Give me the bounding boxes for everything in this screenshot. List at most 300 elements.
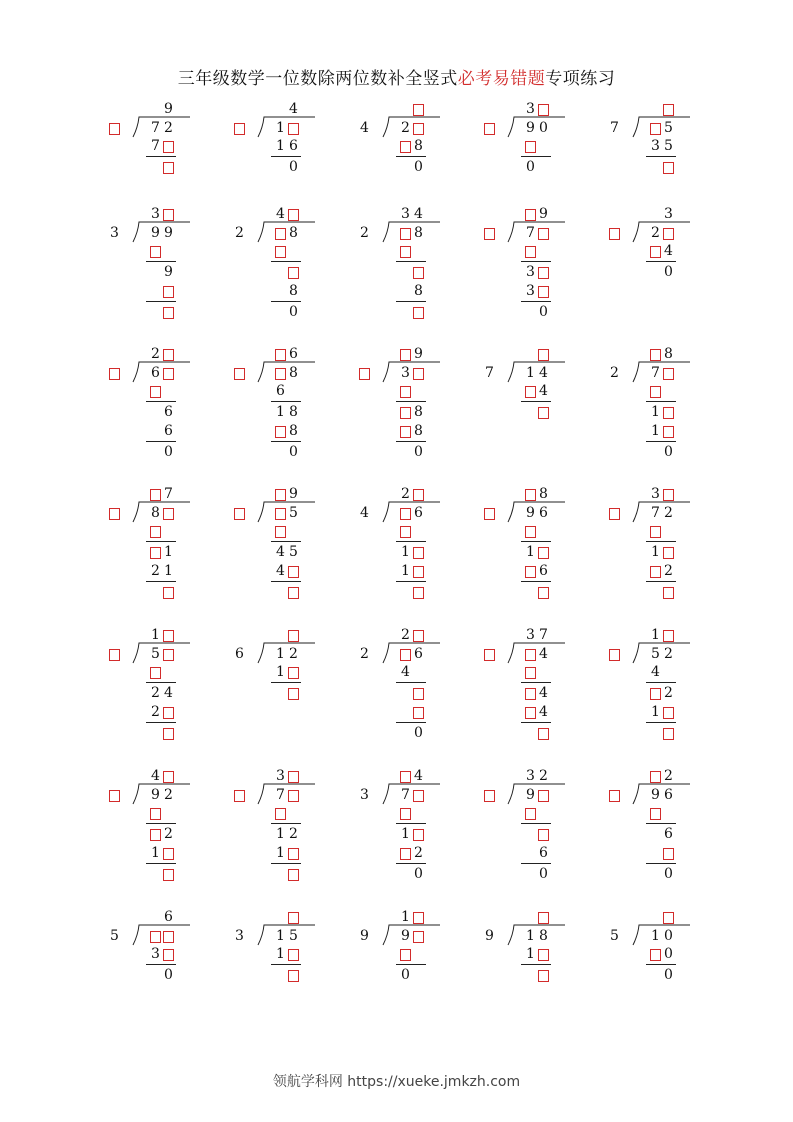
- blank-box[interactable]: [288, 587, 299, 599]
- step-digit: 1: [651, 404, 660, 420]
- step-digit: 2: [664, 563, 673, 579]
- blank-box[interactable]: [288, 123, 299, 135]
- blank-box[interactable]: [275, 508, 286, 520]
- blank-box[interactable]: [163, 848, 174, 860]
- title-part-1: 三年级数学一位数除两位数补全竖式: [177, 69, 458, 89]
- blank-box[interactable]: [413, 931, 424, 943]
- quotient-digit: 2: [401, 486, 410, 502]
- subtraction-rule: [521, 261, 551, 262]
- subtraction-rule: [396, 401, 426, 402]
- subtraction-rule: [521, 301, 551, 302]
- subtraction-rule: [646, 722, 676, 723]
- blank-box[interactable]: [663, 426, 674, 438]
- blank-box[interactable]: [109, 790, 120, 802]
- step-digit: 2: [414, 845, 423, 861]
- quotient-digit: 3: [664, 206, 673, 222]
- dividend-digit: 9: [651, 787, 660, 803]
- step-digit: 1: [401, 563, 410, 579]
- dividend-digit: 4: [539, 646, 548, 662]
- blank-box[interactable]: [288, 267, 299, 279]
- dividend-digit: 9: [401, 928, 410, 944]
- step-digit: 6: [289, 138, 298, 154]
- dividend-digit: 1: [651, 928, 660, 944]
- blank-box[interactable]: [275, 426, 286, 438]
- quotient-digit: 8: [664, 346, 673, 362]
- quotient-digit: 3: [401, 206, 410, 222]
- subtraction-rule: [646, 441, 676, 442]
- dividend-digit: 1: [276, 928, 285, 944]
- blank-box[interactable]: [663, 368, 674, 380]
- quotient-digit: 4: [276, 206, 285, 222]
- quotient-digit: 6: [289, 346, 298, 362]
- blank-box[interactable]: [413, 707, 424, 719]
- division-bracket: [257, 115, 317, 139]
- blank-box[interactable]: [288, 790, 299, 802]
- division-bracket: [382, 782, 442, 806]
- blank-box[interactable]: [163, 286, 174, 298]
- subtraction-rule: [396, 261, 426, 262]
- division-bracket: [507, 220, 567, 244]
- divisor: 2: [610, 365, 619, 381]
- step-digit: 6: [664, 826, 673, 842]
- step-digit: 1: [401, 826, 410, 842]
- dividend-digit: 6: [414, 505, 423, 521]
- divisor: 5: [110, 928, 119, 944]
- step-digit: 4: [651, 664, 660, 680]
- subtraction-rule: [271, 441, 301, 442]
- blank-box[interactable]: [663, 547, 674, 559]
- quotient-digit: 2: [151, 346, 160, 362]
- blank-box[interactable]: [609, 649, 620, 661]
- blank-box[interactable]: [400, 228, 411, 240]
- blank-box[interactable]: [413, 547, 424, 559]
- subtraction-rule: [646, 964, 676, 965]
- blank-box[interactable]: [163, 728, 174, 740]
- divisor: 9: [360, 928, 369, 944]
- step-digit: 1: [276, 404, 285, 420]
- step-digit: 4: [539, 383, 548, 399]
- blank-box[interactable]: [525, 141, 536, 153]
- quotient-digit: 3: [651, 486, 660, 502]
- subtraction-rule: [396, 964, 426, 965]
- divisor: 2: [360, 646, 369, 662]
- step-digit: 0: [526, 159, 535, 175]
- subtraction-rule: [271, 863, 301, 864]
- blank-box[interactable]: [650, 808, 661, 820]
- blank-box[interactable]: [400, 386, 411, 398]
- blank-box[interactable]: [275, 526, 286, 538]
- dividend-digit: 6: [664, 787, 673, 803]
- blank-box[interactable]: [650, 386, 661, 398]
- blank-box[interactable]: [538, 587, 549, 599]
- quotient-digit: 6: [164, 909, 173, 925]
- step-digit: 3: [526, 283, 535, 299]
- blank-box[interactable]: [650, 526, 661, 538]
- blank-box[interactable]: [538, 267, 549, 279]
- subtraction-rule: [646, 823, 676, 824]
- blank-box[interactable]: [400, 508, 411, 520]
- quotient-digit: 1: [401, 909, 410, 925]
- blank-box[interactable]: [413, 267, 424, 279]
- dividend-digit: 0: [539, 120, 548, 136]
- blank-box[interactable]: [663, 728, 674, 740]
- dividend-digit: 5: [664, 120, 673, 136]
- dividend-digit: 8: [151, 505, 160, 521]
- dividend-digit: 5: [289, 505, 298, 521]
- blank-box[interactable]: [538, 286, 549, 298]
- division-bracket: [132, 360, 192, 384]
- subtraction-rule: [646, 156, 676, 157]
- step-digit: 1: [651, 423, 660, 439]
- step-digit: 1: [276, 845, 285, 861]
- blank-box[interactable]: [150, 246, 161, 258]
- step-digit: 0: [664, 264, 673, 280]
- blank-box[interactable]: [538, 407, 549, 419]
- quotient-digit: 4: [289, 101, 298, 117]
- blank-box[interactable]: [150, 931, 161, 943]
- step-digit: 8: [289, 283, 298, 299]
- subtraction-rule: [521, 541, 551, 542]
- blank-box[interactable]: [150, 808, 161, 820]
- subtraction-rule: [646, 541, 676, 542]
- subtraction-rule: [521, 823, 551, 824]
- step-digit: 7: [151, 138, 160, 154]
- step-digit: 2: [664, 685, 673, 701]
- blank-box[interactable]: [400, 426, 411, 438]
- subtraction-rule: [396, 441, 426, 442]
- step-digit: 6: [164, 404, 173, 420]
- blank-box[interactable]: [109, 508, 120, 520]
- blank-box[interactable]: [288, 869, 299, 881]
- blank-box[interactable]: [400, 649, 411, 661]
- step-digit: 0: [664, 967, 673, 983]
- step-digit: 0: [289, 304, 298, 320]
- blank-box[interactable]: [288, 848, 299, 860]
- subtraction-rule: [146, 964, 176, 965]
- blank-box[interactable]: [650, 949, 661, 961]
- subtraction-rule: [271, 581, 301, 582]
- dividend-digit: 1: [276, 646, 285, 662]
- step-digit: 4: [276, 563, 285, 579]
- blank-box[interactable]: [525, 566, 536, 578]
- blank-box[interactable]: [663, 587, 674, 599]
- blank-box[interactable]: [163, 649, 174, 661]
- blank-box[interactable]: [275, 808, 286, 820]
- quotient-digit: 3: [276, 768, 285, 784]
- division-bracket: [382, 923, 442, 947]
- blank-box[interactable]: [150, 386, 161, 398]
- step-digit: 0: [289, 444, 298, 460]
- dividend-digit: 7: [651, 365, 660, 381]
- blank-box[interactable]: [538, 970, 549, 982]
- blank-box[interactable]: [538, 829, 549, 841]
- step-digit: 0: [539, 866, 548, 882]
- blank-box[interactable]: [663, 407, 674, 419]
- dividend-digit: 2: [164, 787, 173, 803]
- blank-box[interactable]: [609, 790, 620, 802]
- step-digit: 4: [164, 685, 173, 701]
- dividend-digit: 3: [401, 365, 410, 381]
- blank-box[interactable]: [525, 667, 536, 679]
- quotient-digit: 2: [664, 768, 673, 784]
- blank-box[interactable]: [413, 688, 424, 700]
- blank-box[interactable]: [484, 508, 495, 520]
- subtraction-rule: [646, 682, 676, 683]
- dividend-digit: 7: [651, 505, 660, 521]
- subtraction-rule: [146, 722, 176, 723]
- blank-box[interactable]: [525, 707, 536, 719]
- step-digit: 6: [539, 563, 548, 579]
- quotient-digit: 9: [164, 101, 173, 117]
- blank-box[interactable]: [609, 508, 620, 520]
- step-digit: 2: [151, 563, 160, 579]
- step-digit: 5: [289, 544, 298, 560]
- step-digit: 0: [664, 946, 673, 962]
- dividend-digit: 5: [151, 646, 160, 662]
- dividend-digit: 2: [651, 225, 660, 241]
- blank-box[interactable]: [413, 790, 424, 802]
- dividend-digit: 4: [539, 365, 548, 381]
- blank-box[interactable]: [234, 790, 245, 802]
- blank-box[interactable]: [163, 707, 174, 719]
- blank-box[interactable]: [609, 228, 620, 240]
- dividend-digit: 5: [289, 928, 298, 944]
- divisor: 2: [360, 225, 369, 241]
- step-digit: 3: [526, 264, 535, 280]
- quotient-digit: 9: [289, 486, 298, 502]
- blank-box[interactable]: [663, 707, 674, 719]
- blank-box[interactable]: [275, 228, 286, 240]
- subtraction-rule: [396, 581, 426, 582]
- subtraction-rule: [521, 401, 551, 402]
- dividend-digit: 9: [526, 787, 535, 803]
- blank-box[interactable]: [359, 368, 370, 380]
- blank-box[interactable]: [525, 688, 536, 700]
- step-digit: 8: [289, 423, 298, 439]
- blank-box[interactable]: [234, 508, 245, 520]
- blank-box[interactable]: [525, 649, 536, 661]
- step-digit: 0: [414, 866, 423, 882]
- blank-box[interactable]: [109, 368, 120, 380]
- blank-box[interactable]: [663, 162, 674, 174]
- step-digit: 2: [164, 826, 173, 842]
- quotient-digit: 7: [164, 486, 173, 502]
- blank-box[interactable]: [538, 547, 549, 559]
- divisor: 2: [235, 225, 244, 241]
- step-digit: 6: [276, 383, 285, 399]
- blank-box[interactable]: [413, 368, 424, 380]
- step-digit: 1: [651, 544, 660, 560]
- subtraction-rule: [146, 261, 176, 262]
- blank-box[interactable]: [288, 970, 299, 982]
- blank-box[interactable]: [538, 228, 549, 240]
- blank-box[interactable]: [150, 547, 161, 559]
- dividend-digit: 1: [526, 365, 535, 381]
- subtraction-rule: [271, 541, 301, 542]
- blank-box[interactable]: [163, 869, 174, 881]
- step-digit: 1: [276, 664, 285, 680]
- blank-box[interactable]: [288, 688, 299, 700]
- step-digit: 1: [276, 826, 285, 842]
- subtraction-rule: [396, 682, 426, 683]
- step-digit: 0: [289, 159, 298, 175]
- blank-box[interactable]: [234, 368, 245, 380]
- blank-box[interactable]: [484, 790, 495, 802]
- subtraction-rule: [521, 964, 551, 965]
- step-digit: 0: [414, 159, 423, 175]
- blank-box[interactable]: [650, 688, 661, 700]
- blank-box[interactable]: [413, 829, 424, 841]
- blank-box[interactable]: [163, 368, 174, 380]
- division-bracket: [507, 782, 567, 806]
- blank-box[interactable]: [400, 141, 411, 153]
- blank-box[interactable]: [538, 790, 549, 802]
- blank-box[interactable]: [525, 808, 536, 820]
- dividend-digit: 8: [289, 365, 298, 381]
- quotient-digit: 3: [151, 206, 160, 222]
- blank-box[interactable]: [150, 829, 161, 841]
- subtraction-rule: [146, 682, 176, 683]
- blank-box[interactable]: [163, 931, 174, 943]
- step-digit: 1: [526, 544, 535, 560]
- step-digit: 8: [289, 404, 298, 420]
- blank-box[interactable]: [484, 123, 495, 135]
- blank-box[interactable]: [163, 307, 174, 319]
- quotient-digit: 3: [526, 101, 535, 117]
- subtraction-rule: [146, 401, 176, 402]
- blank-box[interactable]: [525, 386, 536, 398]
- blank-box[interactable]: [400, 808, 411, 820]
- division-bracket: [257, 782, 317, 806]
- blank-box[interactable]: [413, 587, 424, 599]
- dividend-digit: 6: [539, 505, 548, 521]
- blank-box[interactable]: [413, 566, 424, 578]
- quotient-digit: 7: [539, 627, 548, 643]
- divisor: 7: [485, 365, 494, 381]
- blank-box[interactable]: [538, 949, 549, 961]
- footer-source: 领航学科网 https://xueke.jmkzh.com: [272, 1074, 521, 1090]
- step-digit: 4: [539, 685, 548, 701]
- subtraction-rule: [521, 722, 551, 723]
- blank-box[interactable]: [150, 667, 161, 679]
- step-digit: 1: [401, 544, 410, 560]
- subtraction-rule: [521, 863, 551, 864]
- blank-box[interactable]: [650, 566, 661, 578]
- blank-box[interactable]: [400, 407, 411, 419]
- blank-box[interactable]: [400, 949, 411, 961]
- step-digit: 0: [164, 444, 173, 460]
- blank-box[interactable]: [650, 246, 661, 258]
- blank-box[interactable]: [525, 246, 536, 258]
- quotient-digit: 1: [151, 627, 160, 643]
- dividend-digit: 1: [526, 928, 535, 944]
- subtraction-rule: [646, 401, 676, 402]
- blank-box[interactable]: [288, 667, 299, 679]
- blank-box[interactable]: [275, 246, 286, 258]
- dividend-digit: 7: [526, 225, 535, 241]
- blank-box[interactable]: [400, 526, 411, 538]
- blank-box[interactable]: [288, 949, 299, 961]
- divisor: 6: [235, 646, 244, 662]
- blank-box[interactable]: [109, 649, 120, 661]
- step-digit: 0: [664, 866, 673, 882]
- blank-box[interactable]: [163, 141, 174, 153]
- blank-box[interactable]: [109, 123, 120, 135]
- subtraction-rule: [396, 722, 426, 723]
- step-digit: 8: [414, 423, 423, 439]
- dividend-digit: 9: [151, 787, 160, 803]
- step-digit: 3: [651, 138, 660, 154]
- dividend-digit: 8: [289, 225, 298, 241]
- step-digit: 1: [276, 946, 285, 962]
- quotient-digit: 1: [651, 627, 660, 643]
- divisor: 4: [360, 505, 369, 521]
- blank-box[interactable]: [275, 368, 286, 380]
- blank-box[interactable]: [413, 307, 424, 319]
- blank-box[interactable]: [163, 587, 174, 599]
- dividend-digit: 8: [539, 928, 548, 944]
- blank-box[interactable]: [413, 123, 424, 135]
- divisor: 3: [360, 787, 369, 803]
- divisor: 4: [360, 120, 369, 136]
- step-digit: 0: [664, 444, 673, 460]
- subtraction-rule: [271, 156, 301, 157]
- quotient-digit: 4: [414, 768, 423, 784]
- blank-box[interactable]: [288, 566, 299, 578]
- blank-box[interactable]: [484, 228, 495, 240]
- divisor: 5: [610, 928, 619, 944]
- subtraction-rule: [146, 441, 176, 442]
- step-digit: 0: [164, 967, 173, 983]
- blank-box[interactable]: [163, 162, 174, 174]
- dividend-digit: 2: [164, 120, 173, 136]
- blank-box[interactable]: [400, 848, 411, 860]
- blank-box[interactable]: [234, 123, 245, 135]
- blank-box[interactable]: [484, 649, 495, 661]
- subtraction-rule: [271, 964, 301, 965]
- blank-box[interactable]: [663, 228, 674, 240]
- step-digit: 3: [151, 946, 160, 962]
- dividend-digit: 2: [664, 646, 673, 662]
- step-digit: 1: [651, 704, 660, 720]
- quotient-digit: 8: [539, 486, 548, 502]
- blank-box[interactable]: [163, 949, 174, 961]
- subtraction-rule: [396, 823, 426, 824]
- blank-box[interactable]: [538, 728, 549, 740]
- blank-box[interactable]: [163, 508, 174, 520]
- dividend-digit: 9: [526, 505, 535, 521]
- dividend-digit: 7: [401, 787, 410, 803]
- title-part-2: 专项练习: [545, 69, 616, 89]
- quotient-digit: 2: [401, 627, 410, 643]
- subtraction-rule: [146, 156, 176, 157]
- blank-box[interactable]: [650, 123, 661, 135]
- divisor: 9: [485, 928, 494, 944]
- step-digit: 1: [164, 544, 173, 560]
- dividend-digit: 9: [526, 120, 535, 136]
- quotient-digit: 4: [151, 768, 160, 784]
- step-digit: 6: [164, 423, 173, 439]
- subtraction-rule: [396, 156, 426, 157]
- blank-box[interactable]: [663, 848, 674, 860]
- step-digit: 1: [526, 946, 535, 962]
- blank-box[interactable]: [150, 526, 161, 538]
- blank-box[interactable]: [400, 246, 411, 258]
- title-highlight: 必考易错题: [457, 69, 546, 89]
- step-digit: 1: [276, 138, 285, 154]
- dividend-digit: 6: [414, 646, 423, 662]
- blank-box[interactable]: [525, 526, 536, 538]
